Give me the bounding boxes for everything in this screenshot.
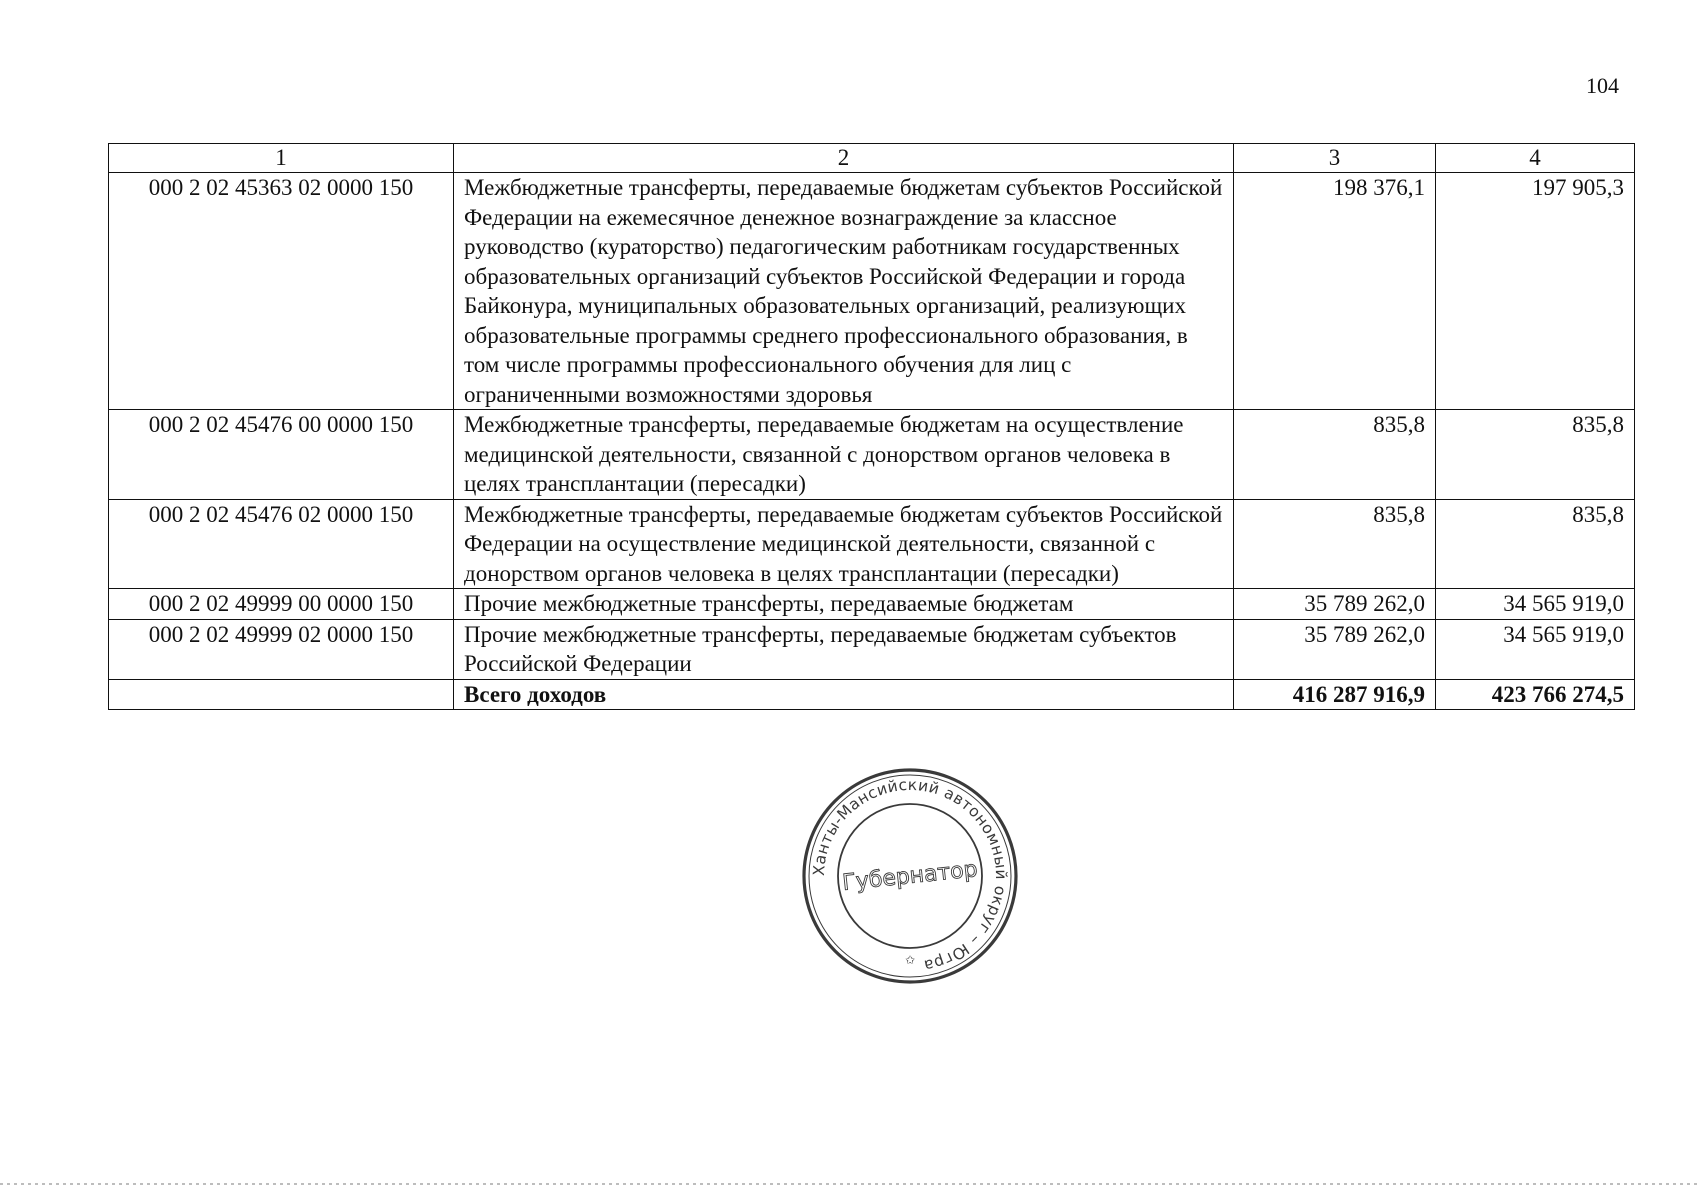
revenue-code-cell: 000 2 02 45363 02 0000 150 — [109, 173, 454, 410]
budget-revenue-table — [108, 143, 1635, 710]
table-row — [109, 499, 1635, 589]
page-number: 104 — [1586, 73, 1619, 98]
table-header-row — [109, 144, 1635, 173]
total-col3-cell: 416 287 916,9 — [1234, 679, 1436, 710]
revenue-code-cell: 000 2 02 45476 02 0000 150 — [109, 499, 454, 589]
table-row — [109, 589, 1635, 620]
amount-col3-cell: 835,8 — [1234, 499, 1436, 589]
total-label: Всего доходов — [454, 679, 1234, 710]
amount-col3-cell: 35 789 262,0 — [1234, 619, 1436, 679]
total-row — [109, 679, 1635, 710]
column-header-2: 2 — [454, 144, 1234, 173]
total-code-cell — [109, 679, 454, 710]
revenue-name-cell: Прочие межбюджетные трансферты, передаваемые бюджетам — [454, 589, 1234, 620]
table-row — [109, 619, 1635, 679]
amount-col3-cell: 835,8 — [1234, 410, 1436, 500]
amount-col3-cell: 35 789 262,0 — [1234, 589, 1436, 620]
governor-seal — [796, 762, 1024, 990]
amount-col3-cell: 198 376,1 — [1234, 173, 1436, 410]
amount-col4-cell: 835,8 — [1436, 499, 1635, 589]
seal-center-text: Губернатор — [841, 856, 979, 897]
revenue-name-cell: Межбюджетные трансферты, передаваемые бюджетам субъектов Российской Федерации на ежемесячное денежное вознаграждение за классное руководство (кураторство) педагогическим работникам государственных образовательных организаций субъектов Российской Федерации и города Байконура, муниципальных образовательных организаций, реализующих образовательные программы среднего профессионального образования, в том числе программы профессионального обучения для лиц с ограниченными возможностями здоровья — [454, 173, 1234, 410]
column-header-1: 1 — [109, 144, 454, 173]
revenue-code-cell: 000 2 02 45476 00 0000 150 — [109, 410, 454, 500]
revenue-name-cell: Прочие межбюджетные трансферты, передаваемые бюджетам субъектов Российской Федерации — [454, 619, 1234, 679]
star-icon: ✩ — [904, 953, 916, 967]
table-row — [109, 410, 1635, 500]
amount-col4-cell: 34 565 919,0 — [1436, 619, 1635, 679]
revenue-name-cell: Межбюджетные трансферты, передаваемые бюджетам субъектов Российской Федерации на осуществление медицинской деятельности, связанной с донорством органов человека в целях трансплантации (пересадки) — [454, 499, 1234, 589]
column-header-3: 3 — [1234, 144, 1436, 173]
seal-ring-text: Ханты-Мансийский автономный округ – Югра — [809, 775, 1011, 975]
scan-edge-line — [0, 1183, 1698, 1185]
column-header-4: 4 — [1436, 144, 1635, 173]
amount-col4-cell: 197 905,3 — [1436, 173, 1635, 410]
revenue-name-cell: Межбюджетные трансферты, передаваемые бюджетам на осуществление медицинской деятельности, связанной с донорством органов человека в целях трансплантации (пересадки) — [454, 410, 1234, 500]
total-col4-cell: 423 766 274,5 — [1436, 679, 1635, 710]
amount-col4-cell: 34 565 919,0 — [1436, 589, 1635, 620]
revenue-code-cell: 000 2 02 49999 02 0000 150 — [109, 619, 454, 679]
table-row — [109, 173, 1635, 410]
amount-col4-cell: 835,8 — [1436, 410, 1635, 500]
revenue-code-cell: 000 2 02 49999 00 0000 150 — [109, 589, 454, 620]
